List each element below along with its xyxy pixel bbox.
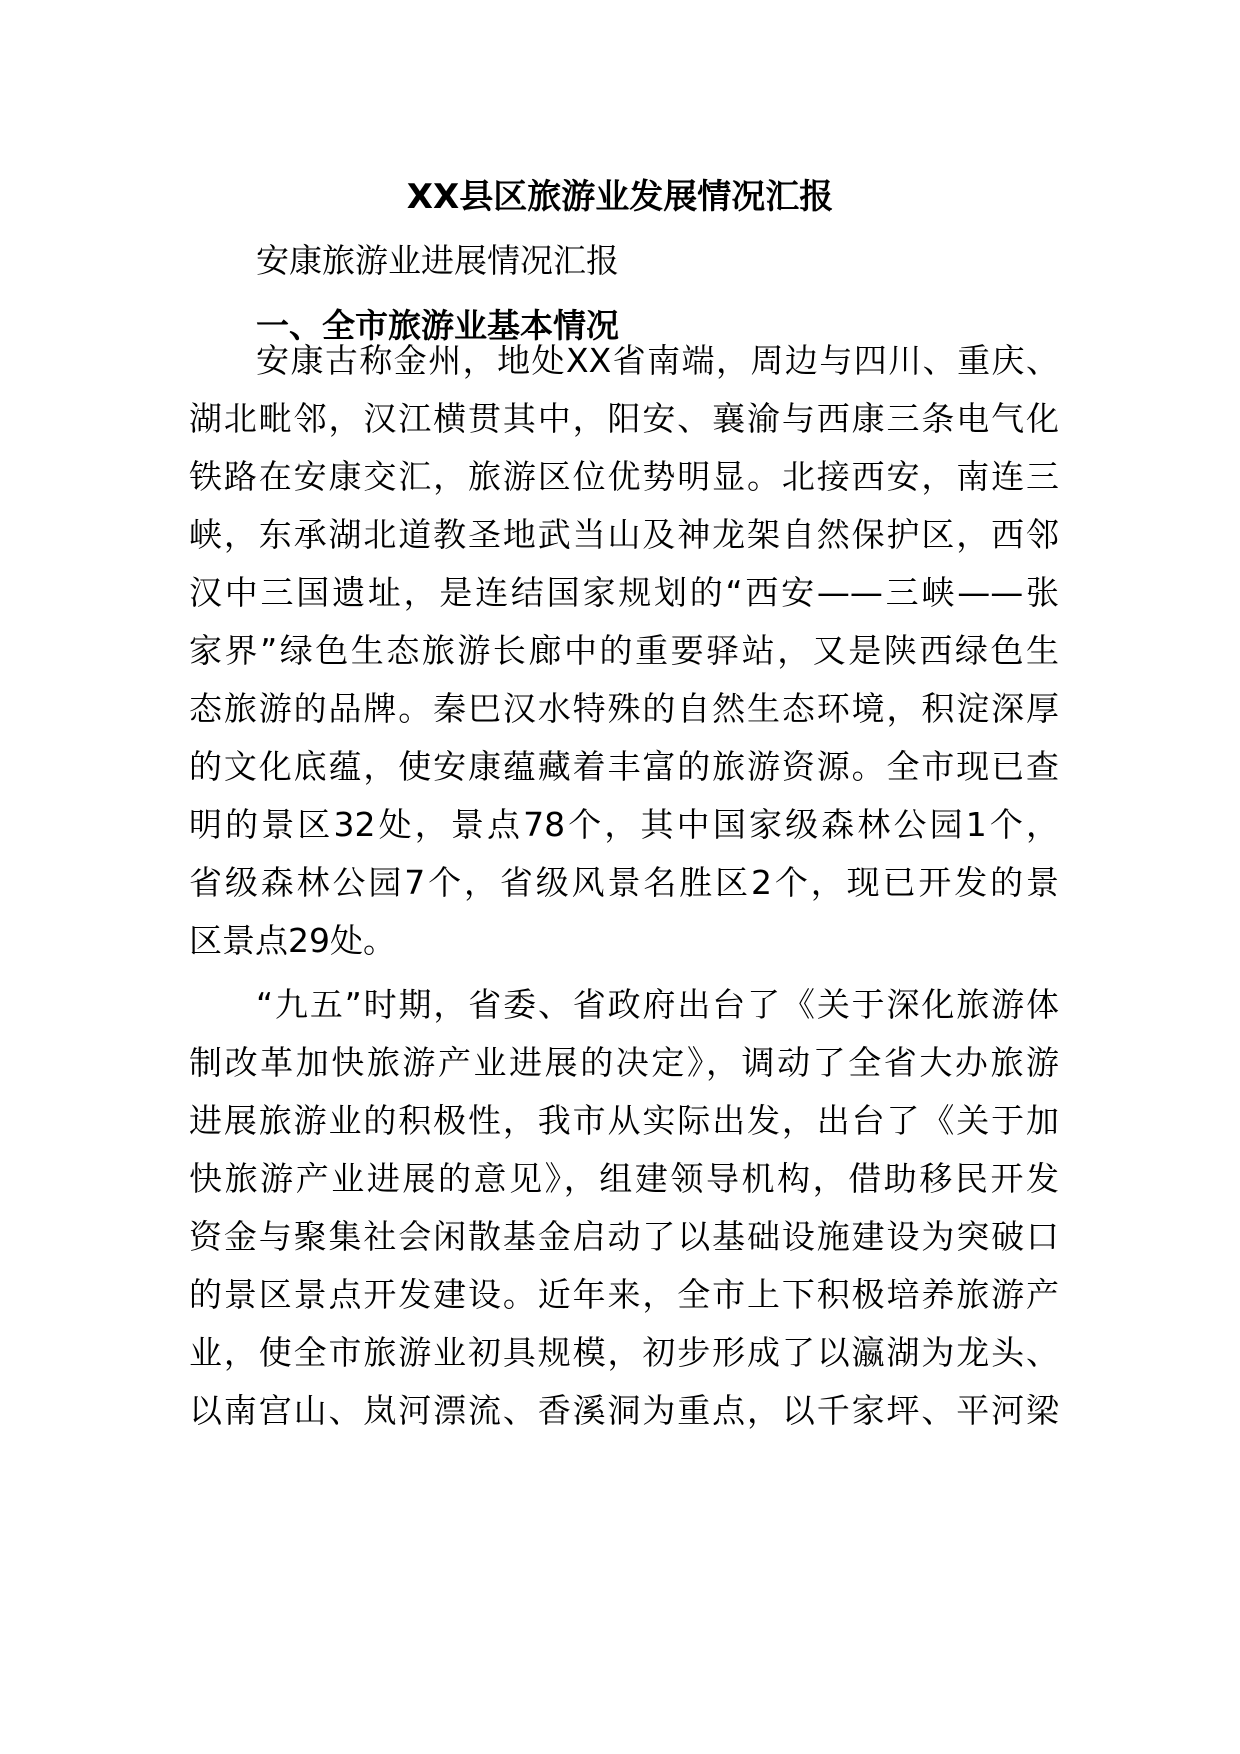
paragraph-line: 区景点29处。 [189,921,396,960]
paragraph-line: 态旅游的品牌。秦巴汉水特殊的自然生态环境，积淀深厚 [189,689,1059,728]
paragraph-line: 以南宫山、岚河漂流、香溪洞为重点，以千家坪、平河梁 [189,1391,1059,1430]
paragraph-line: 制改革加快旅游产业进展的决定》，调动了全省大办旅游 [189,1043,1059,1082]
paragraph-line: 的文化底蕴，使安康蕴藏着丰富的旅游资源。全市现已查 [189,747,1059,786]
paragraph-line: 快旅游产业进展的意见》，组建领导机构，借助移民开发 [189,1159,1059,1198]
paragraph-line: 业，使全市旅游业初具规模，初步形成了以瀛湖为龙头、 [189,1333,1059,1372]
paragraph-line: 汉中三国遗址，是连结国家规划的“西安——三峡——张 [189,573,1059,612]
paragraph-line: 铁路在安康交汇，旅游区位优势明显。北接西安，南连三 [189,457,1059,496]
paragraph-line: 湖北毗邻，汉江横贯其中，阳安、襄渝与西康三条电气化 [189,399,1059,438]
paragraph-line: 安康古称金州，地处XX省南端，周边与四川、重庆、 [256,341,1059,380]
document-title: XX县区旅游业发展情况汇报 [406,177,834,217]
paragraph-line: 资金与聚集社会闲散基金启动了以基础设施建设为突破口 [189,1217,1059,1256]
paragraph-line: 的景区景点开发建设。近年来，全市上下积极培养旅游产 [189,1275,1059,1314]
paragraph-line: 明的景区32处，景点78个，其中国家级森林公园1个， [189,805,1059,844]
paragraph-line: 进展旅游业的积极性，我市从实际出发，出台了《关于加 [189,1101,1059,1140]
section-heading: 一、全市旅游业基本情况 [256,306,619,345]
paragraph-line: 省级森林公园7个，省级风景名胜区2个，现已开发的景 [189,863,1059,902]
paragraph-line: “九五”时期，省委、省政府出台了《关于深化旅游体 [256,985,1059,1024]
paragraph-line: 峡，东承湖北道教圣地武当山及神龙架自然保护区，西邻 [189,515,1059,554]
paragraph-line: 家界”绿色生态旅游长廊中的重要驿站，又是陕西绿色生 [189,631,1059,670]
document-subtitle: 安康旅游业进展情况汇报 [256,241,619,280]
